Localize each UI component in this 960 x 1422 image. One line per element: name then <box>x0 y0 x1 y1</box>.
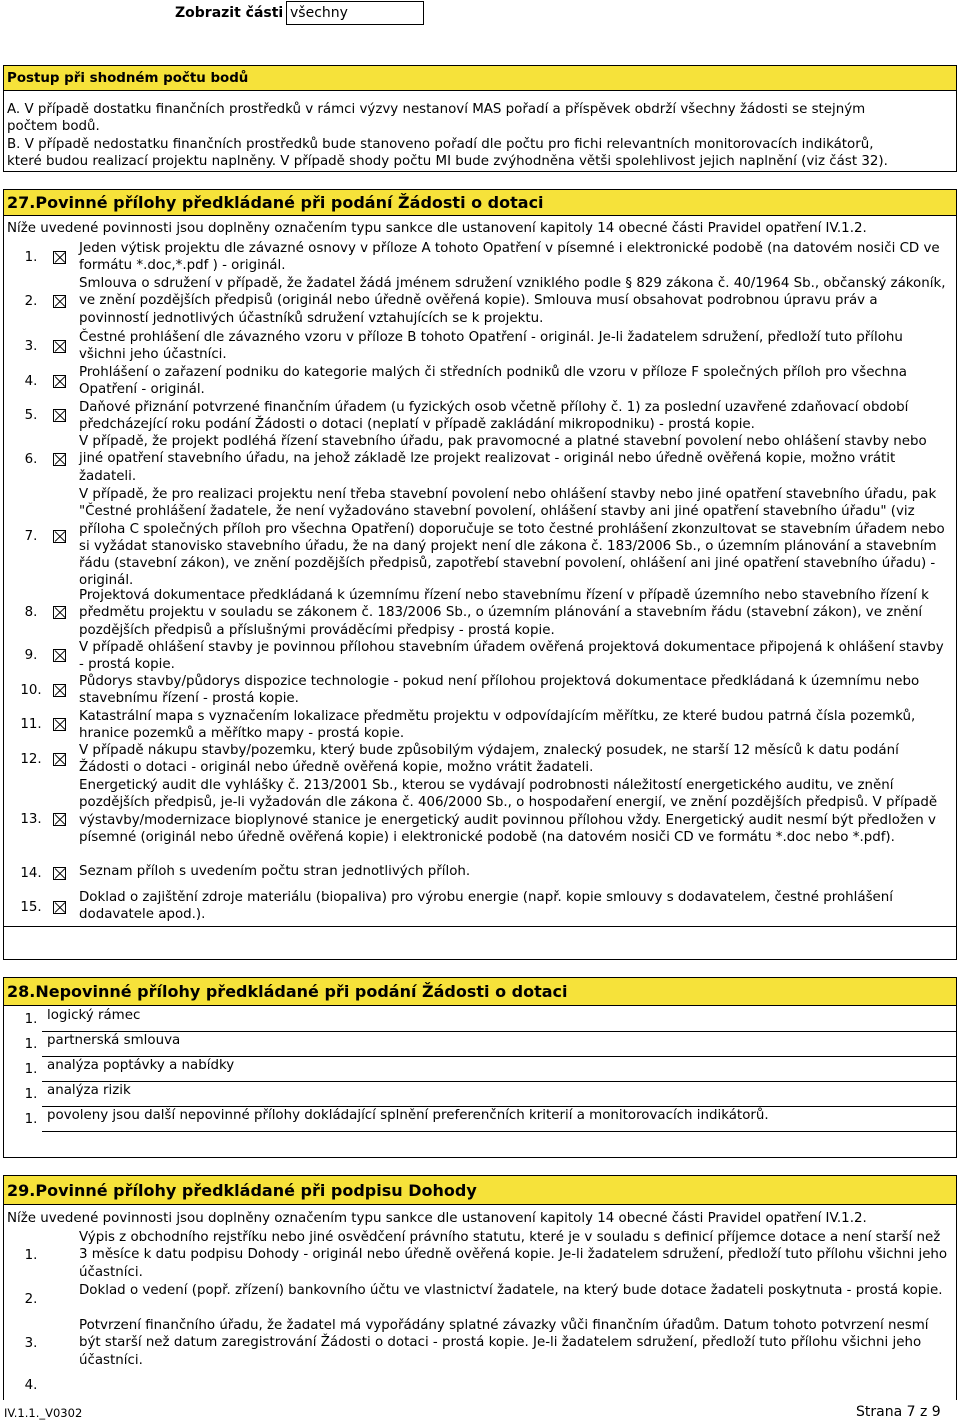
sec27-intro: Níže uvedené povinnosti jsou doplněny označením typu sankce dle ustanovení kapitoly 14 obecné části Pravidel opatření IV.1.2. <box>7 221 867 236</box>
item-number: 1. <box>24 1011 38 1027</box>
sec29-title: 29.Povinné přílohy předkládané při podpisu Dohody <box>7 1181 477 1200</box>
checkbox-crossed-icon[interactable] <box>53 718 66 731</box>
item-number: 5. <box>24 408 38 423</box>
item-text: Projektová dokumentace předkládaná k územnímu řízení nebo stavebnímu řízení v případě územního nebo stavebního řízení k předmětu projektu v souladu se zákonem č. 183/2006 Sb., o územním plánování a stavebním řádu (stavební zákon), ve znění pozdějších předpisů a příslušnými prováděcími předpisy - prostá kopie. <box>79 588 929 638</box>
item-number: 8. <box>24 605 38 620</box>
checkbox-crossed-icon[interactable] <box>53 684 66 697</box>
item-number: 3. <box>24 338 38 354</box>
item-text: V případě, že pro realizaci projektu není třeba stavební povolení nebo ohlášení stavby nebo jiné opatření stavebního úřadu, pak "Čestné prohlášení žadatele, že není vyžadováno stavební povolení, ohlášení stavby ani jiné opatření stavebního úřadu" (viz příloha C společných příloh pro všechna Opatření) doporučuje se toto čestné prohlášení zkonzultovat se stavebním úřadem nebo si vyžádat stanovisko stavebního úřadu, že na daný projekt není dle zákona č. 183/2006 Sb., o územním plánování a stavebním řádu (stavební zákon), ve znění pozdějších předpisů, zapotřebí stavební povolení, ohlášení ani jiné opatření stavebního úřadu) - originál. <box>79 487 945 589</box>
item-text: analýza poptávky a nabídky <box>47 1058 235 1073</box>
border <box>956 1175 957 1400</box>
item-number: 13. <box>20 812 42 827</box>
item-text: Energetický audit dle vyhlášky č. 213/2001 Sb., kterou se vydávají podrobnosti náležitostí energetického auditu, ve znění pozdějších předpisů, je-li vyžadován dle zákona č. 406/2000 Sb., o hospodaření energií, ve znění pozdějších předpisů. V případě výstavby/modernizace bioplynové stanice je energetický audit povinnou přílohou vždy. Energetický audit nesmí být předložen v písemné (originál nebo úředně ověřená kopie) i elektronické podobě (na datovém nosiči CD ve formátu *.doc nebo *.pdf). <box>79 778 938 845</box>
row-divider <box>42 1131 956 1132</box>
checkbox-crossed-icon[interactable] <box>53 867 66 880</box>
border <box>3 189 4 960</box>
item-text: analýza rizik <box>47 1083 131 1098</box>
item-text: partnerská smlouva <box>47 1033 181 1048</box>
checkbox-crossed-icon[interactable] <box>53 375 66 388</box>
item-number: 1. <box>24 1247 38 1263</box>
item-number: 2. <box>24 1291 38 1307</box>
sec28-title: 28.Nepovinné přílohy předkládané při podání Žádosti o dotaci <box>7 982 568 1001</box>
checkbox-crossed-icon[interactable] <box>53 251 66 264</box>
divider <box>3 215 957 216</box>
divider <box>3 1157 957 1158</box>
border <box>956 189 957 960</box>
item-number: 6. <box>24 451 38 467</box>
postup-a-line2: počtem bodů. <box>7 119 100 134</box>
show-parts-label: Zobrazit části <box>175 5 284 21</box>
border <box>3 1175 4 1400</box>
footer-code: IV.1.1._V0302 <box>4 1406 83 1420</box>
item-number: 1. <box>24 1061 38 1077</box>
checkbox-crossed-icon[interactable] <box>53 649 66 662</box>
divider <box>3 1005 957 1006</box>
item-number: 10. <box>20 682 42 698</box>
item-text: Potvrzení finančního úřadu, že žadatel má vypořádány splatné závazky vůči finančním úřadům. Datum tohoto potvrzení nesmí být starší než datum zaregistrování Žádosti o dotaci - prostá kopie. Je-li žadatelem sdružení, předloží tuto přílohu všichni jeho účastníci. <box>79 1318 929 1368</box>
item-text: Daňové přiznání potvrzené finančním úřadem (u fyzických osob včetně přílohy č. 1) za poslední uzavřené zdaňovací období předcházející roku podání Žádosti o dotaci (neplatí v případě zakládání mikropodniku) - prostá kopie. <box>79 400 909 433</box>
item-number: 1. <box>24 1086 38 1102</box>
item-text: V případě, že projekt podléhá řízení stavebního úřadu, pak pravomocné a platné stavební povolení nebo ohlášení stavby nebo jiné opatření stavebního úřadu, na jehož základě lze projekt realizovat - originál nebo úředně ověřená kopie, možno vrátit žadateli. <box>79 434 927 484</box>
footer-page: Strana 7 z 9 <box>856 1404 941 1420</box>
checkbox-crossed-icon[interactable] <box>53 813 66 826</box>
show-parts-select[interactable]: všechny <box>286 1 424 25</box>
checkbox-crossed-icon[interactable] <box>53 453 66 466</box>
item-text: Seznam příloh s uvedením počtu stran jednotlivých příloh. <box>79 864 471 879</box>
item-text: Výpis z obchodního rejstříku nebo jiné osvědčení právního statutu, které je v souladu s definicí příjemce dotace a není starší než 3 měsíce k datu podpisu Dohody - originál nebo úředně ověřená kopie. Je-li žadatelem sdružení, předloží tuto přílohu všichni jeho účastníci. <box>79 1230 948 1280</box>
postup-title: Postup při shodném počtu bodů <box>7 71 249 86</box>
border <box>3 65 4 172</box>
checkbox-crossed-icon[interactable] <box>53 409 66 422</box>
postup-a-line1: A. V případě dostatku finančních prostředků v rámci výzvy nestanoví MAS pořadí a příspěvek obdrží všechny žádosti se stejným <box>7 102 866 117</box>
item-text: povoleny jsou další nepovinné přílohy dokládající splnění preferenčních kriterií a monitorovacích indikátorů. <box>47 1108 769 1123</box>
item-number: 1. <box>24 1111 38 1127</box>
border <box>956 65 957 172</box>
item-number: 1. <box>24 1036 38 1052</box>
checkbox-crossed-icon[interactable] <box>53 901 66 914</box>
checkbox-crossed-icon[interactable] <box>53 340 66 353</box>
checkbox-crossed-icon[interactable] <box>53 295 66 308</box>
item-text: Půdorys stavby/půdorys dispozice technologie - pokud není přílohou projektová dokumentace předkládaná k územnímu nebo stavebnímu řízení - prostá kopie. <box>79 674 920 707</box>
item-number: 1. <box>24 249 38 265</box>
divider <box>3 90 957 91</box>
sec29-intro: Níže uvedené povinnosti jsou doplněny označením typu sankce dle ustanovení kapitoly 14 obecné části Pravidel opatření IV.1.2. <box>7 1211 867 1226</box>
item-number: 12. <box>20 751 42 767</box>
sec27-title: 27.Povinné přílohy předkládané při podání Žádosti o dotaci <box>7 193 544 212</box>
item-number: 2. <box>24 294 38 309</box>
item-text: Jeden výtisk projektu dle závazné osnovy v příloze A tohoto Opatření v písemné i elektronické podobě (na datovém nosiči CD ve formátu *.doc,*.pdf ) - originál. <box>79 241 940 274</box>
border <box>3 977 4 1158</box>
border <box>956 977 957 1158</box>
item-text: V případě ohlášení stavby je povinnou přílohou stavebním úřadem ověřená projektová dokumentace připojená k ohlášení stavby - prostá kopie. <box>79 640 944 673</box>
divider <box>3 171 957 172</box>
item-text: V případě nákupu stavby/pozemku, který bude způsobilým výdajem, znalecký posudek, ne starší 12 měsíců k datu podání Žádosti o dotaci - originál nebo úředně ověřená kopie, možno vrátit žadateli. <box>79 743 899 776</box>
postup-b-line1: B. V případě nedostatku finančních prostředků bude stanoveno pořadí dle počtu pro fichi relevantních monitorovacích indikátorů, <box>7 137 874 152</box>
checkbox-crossed-icon[interactable] <box>53 753 66 766</box>
postup-b-line2: které budou realizací projektu naplněny. V případě shody počtu MI bude zvýhodněna větši spolehlivost jejich naplnění (viz část 32). <box>7 154 888 169</box>
checkbox-crossed-icon[interactable] <box>53 530 66 543</box>
item-text: Doklad o vedení (popř. zřízení) bankovního účtu ve vlastnictví žadatele, na který bude dotace žadateli poskytnuta - prostá kopie. <box>79 1283 943 1298</box>
item-text: Smlouva o sdružení v případě, že žadatel žádá jménem sdružení vzniklého podle § 829 zákona č. 40/1964 Sb., občanský zákoník, ve znění pozdějších předpisů (originál nebo úředně ověřená kopie). Smlouva musí obsahovat podrobnou úpravu práv a povinností jednotlivých účastníků sdružení vztahujících se k projektu. <box>79 276 946 326</box>
divider <box>3 926 957 927</box>
item-number: 7. <box>24 528 38 544</box>
item-number: 3. <box>24 1335 38 1351</box>
divider <box>3 959 957 960</box>
item-number: 9. <box>24 648 38 663</box>
item-number: 15. <box>20 899 42 915</box>
checkbox-crossed-icon[interactable] <box>53 606 66 619</box>
item-number: 11. <box>20 717 42 732</box>
item-text: Prohlášení o zařazení podniku do kategorie malých či středních podniků dle vzoru v příloze F společných příloh pro všechna Opatření - originál. <box>79 365 907 398</box>
item-text: Doklad o zajištění zdroje materiálu (biopaliva) pro výrobu energie (např. kopie smlouvy s dodavatelem, čestné prohlášení dodavatele apod.). <box>79 890 894 923</box>
item-number: 4. <box>24 373 38 389</box>
item-number: 4. <box>24 1377 38 1393</box>
item-number: 14. <box>20 865 42 881</box>
item-text: Čestné prohlášení dle závazného vzoru v příloze B tohoto Opatření - originál. Je-li žadatelem sdružení, předloží tuto přílohu všichni jeho účastníci. <box>79 330 903 363</box>
row-divider <box>42 1081 956 1082</box>
item-text: logický rámec <box>47 1008 141 1023</box>
divider <box>3 1204 957 1205</box>
item-text: Katastrální mapa s vyznačením lokalizace předmětu projektu v odpovídajícím měřítku, ze které budou patrná čísla pozemků, hranice pozemků a měřítko mapy - prostá kopie. <box>79 709 916 742</box>
